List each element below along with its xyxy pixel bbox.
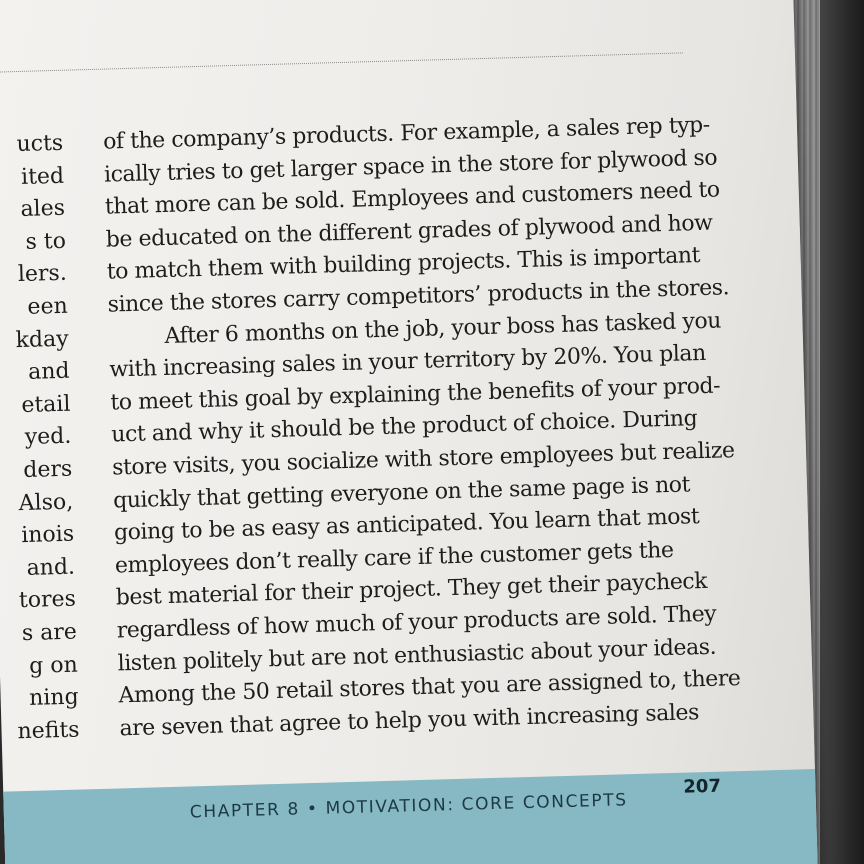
body-text-line: ically tries to get larger space in the store for plywood so — [103, 145, 718, 188]
left-column-fragments — [0, 128, 80, 749]
body-text-line: since the stores carry competitors’ products in the stores. — [107, 275, 730, 318]
body-text-line: are seven that agree to help you with increasing sales — [119, 699, 700, 742]
left-fragment-line: s are — [21, 619, 78, 646]
body-text-line: uct and why it should be the product of choice. During — [110, 406, 698, 448]
body-text-line: be educated on the different grades of plywood and how — [105, 210, 713, 253]
body-text-line: that more can be sold. Employees and customers need to — [104, 177, 721, 220]
left-fragment-line: ning — [28, 684, 79, 712]
left-fragment-line: ders — [22, 456, 73, 483]
section-divider-rule — [0, 52, 683, 73]
left-fragment-line: etail — [21, 391, 71, 418]
body-text-line: of the company’s products. For example, a sales rep typ- — [102, 112, 711, 155]
left-fragment-line: nefits — [17, 717, 80, 744]
body-text-line: to meet this goal by explaining the benefits of your prod- — [110, 373, 721, 416]
left-fragment-line: kday — [15, 326, 69, 353]
body-text-line: regardless of how much of your products are sold. They — [116, 601, 717, 644]
body-text-line: Among the 50 retail stores that you are assigned to, there — [118, 666, 741, 709]
left-fragment-line: inois — [20, 521, 75, 549]
left-fragment-line: yed. — [24, 423, 72, 451]
body-text-line: employees don’t really care if the customer gets the — [114, 537, 674, 579]
left-fragment-line: ited — [20, 163, 65, 190]
left-fragment-line: ucts — [16, 130, 64, 158]
body-text-line: best material for their project. They get their paycheck — [115, 569, 708, 611]
left-fragment-line: g on — [28, 652, 79, 679]
left-fragment-line: ales — [20, 195, 66, 223]
body-text-line: going to be as easy as anticipated. You learn that most — [113, 504, 700, 546]
left-fragment-line: een — [27, 293, 69, 320]
chapter-running-footer: CHAPTER 8 • MOTIVATION: CORE CONCEPTS — [189, 790, 628, 823]
left-fragment-line: tores — [18, 586, 77, 614]
main-text-column — [102, 110, 741, 746]
paragraph-start-line: After 6 months on the job, your boss has tasked you — [164, 308, 722, 349]
page-number: 207 — [683, 775, 722, 798]
body-text-line: with increasing sales in your territory by 20%. You plan — [109, 341, 707, 383]
body-text-line: quickly that getting everyone on the same page is not — [112, 471, 691, 514]
left-fragment-line: and. — [26, 554, 76, 581]
left-fragment-line: Also, — [18, 489, 74, 516]
body-text-line: listen politely but are not enthusiastic about your ideas. — [117, 634, 717, 676]
body-text-line: to match them with building projects. This is important — [106, 243, 701, 285]
body-text-line: store visits, you socialize with store employees but realize — [111, 438, 735, 481]
left-fragment-line: lers. — [17, 261, 68, 288]
left-fragment-line: s to — [25, 228, 67, 255]
book-spine-shadow — [820, 0, 864, 864]
left-fragment-line: and — [27, 358, 70, 385]
